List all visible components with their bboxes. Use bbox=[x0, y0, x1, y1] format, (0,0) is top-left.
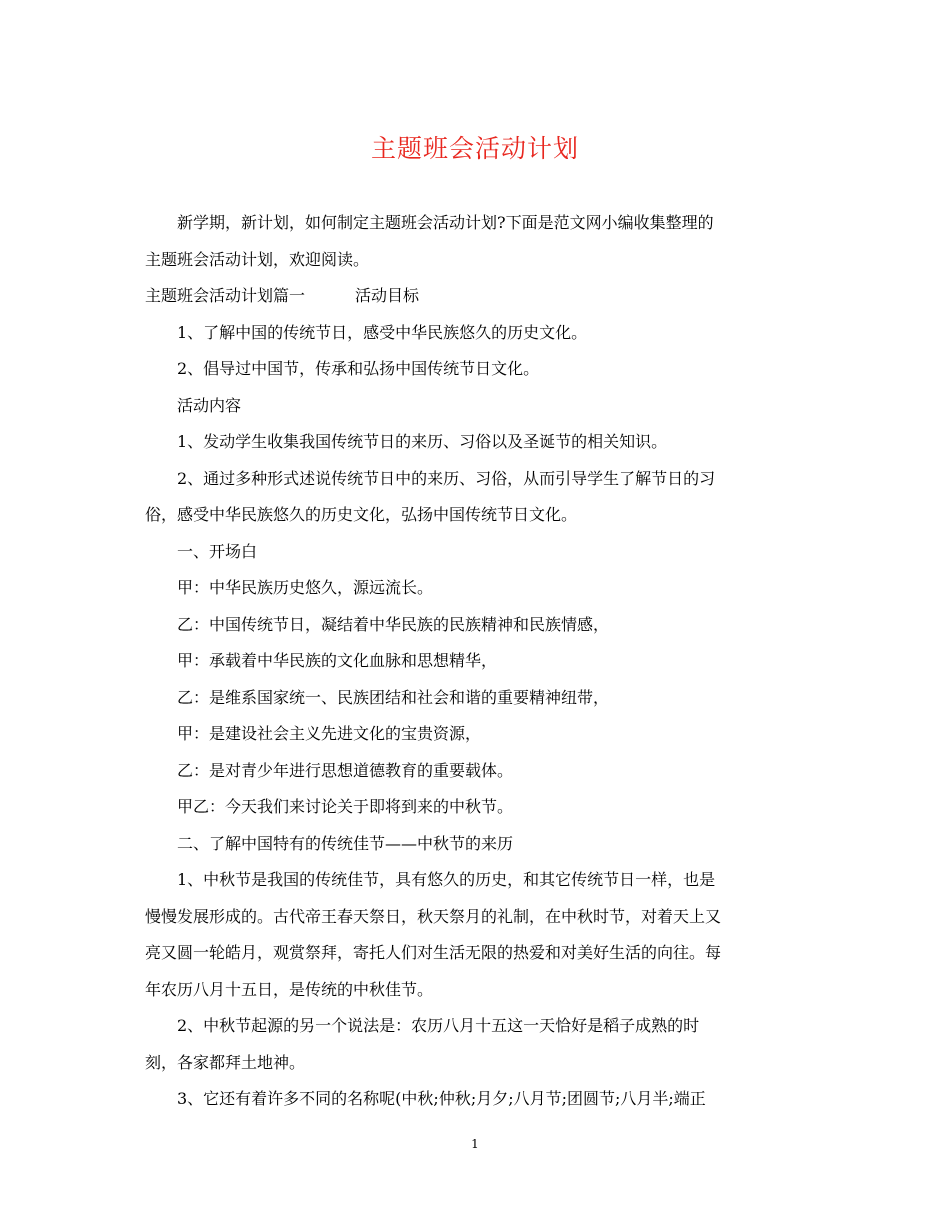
section-heading-subtitle: 活动目标 bbox=[355, 286, 420, 305]
dialogue-line: 乙：是对青少年进行思想道德教育的重要载体。 bbox=[177, 760, 514, 780]
dialogue-line: 甲：承载着中华民族的文化血脉和思想精华， bbox=[177, 651, 498, 670]
intro-line: 新学期，新计划，如何制定主题班会活动计划?下面是范文网小编收集整理的 bbox=[177, 213, 714, 232]
dialogue-line: 乙：是维系国家统一、民族团结和社会和谐的重要精神纽带， bbox=[177, 687, 610, 707]
paragraph-line: 俗，感受中华民族悠久的历史文化，弘扬中国传统节日文化。 bbox=[145, 505, 578, 524]
dialogue-line: 甲：中华民族历史悠久，源远流长。 bbox=[177, 578, 434, 597]
paragraph-line: 2、中秋节起源的另一个说法是：农历八月十五这一天恰好是稻子成熟的时 bbox=[177, 1016, 700, 1035]
document-body bbox=[145, 205, 825, 1118]
paragraph-line: 2、倡导过中国节，传承和弘扬中国传统节日文化。 bbox=[177, 359, 540, 378]
page-number: 1 bbox=[471, 1137, 479, 1151]
section-heading-title: 主题班会活动计划篇一 bbox=[145, 286, 306, 305]
paragraph-line: 1、发动学生收集我国传统节日的来历、习俗以及圣诞节的相关知识。 bbox=[177, 432, 668, 451]
subheading-line: 活动内容 bbox=[177, 395, 242, 415]
dialogue-line: 乙：中国传统节日，凝结着中华民族的民族精神和民族情感， bbox=[177, 614, 610, 634]
dialogue-line: 甲乙：今天我们来讨论关于即将到来的中秋节。 bbox=[177, 797, 514, 816]
paragraph-line: 1、了解中国的传统节日，感受中华民族悠久的历史文化。 bbox=[177, 322, 588, 342]
subheading-line: 二、了解中国特有的传统佳节——中秋节的来历 bbox=[177, 833, 514, 853]
paragraph-line: 年农历八月十五日，是传统的中秋佳节。 bbox=[145, 979, 434, 999]
document-title: 主题班会活动计划 bbox=[370, 134, 579, 163]
paragraph-line: 刻，各家都拜土地神。 bbox=[145, 1052, 306, 1072]
paragraph-line: 2、通过多种形式述说传统节日中的来历、习俗，从而引导学生了解节日的习 bbox=[177, 468, 716, 488]
paragraph-line: 1、中秋节是我国的传统佳节，具有悠久的历史，和其它传统节日一样，也是 bbox=[177, 870, 716, 889]
paragraph-line: 慢慢发展形成的。古代帝王春天祭日，秋天祭月的礼制，在中秋时节，对着天上又 bbox=[145, 906, 722, 926]
section-heading bbox=[145, 278, 825, 315]
paragraph-line: 亮又圆一轮皓月，观赏祭拜，寄托人们对生活无限的热爱和对美好生活的向往。每 bbox=[145, 943, 722, 962]
intro-line: 主题班会活动计划，欢迎阅读。 bbox=[145, 249, 370, 269]
paragraph-line: 3、它还有着许多不同的名称呢(中秋;仲秋;月夕;八月节;团圆节;八月半;端正 bbox=[177, 1089, 706, 1108]
subheading-line: 一、开场白 bbox=[177, 541, 258, 561]
dialogue-line: 甲：是建设社会主义先进文化的宝贵资源， bbox=[177, 724, 482, 743]
